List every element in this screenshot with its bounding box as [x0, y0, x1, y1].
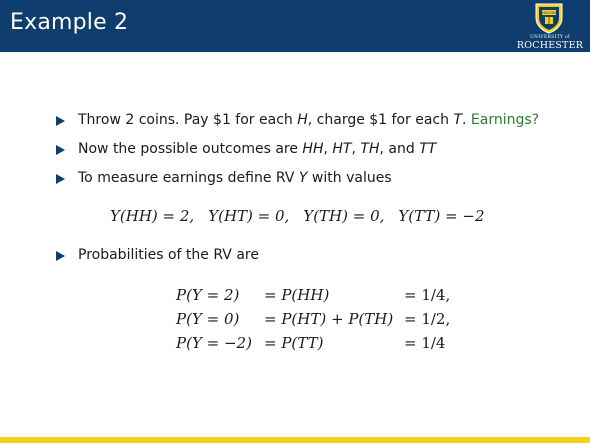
prob-lhs: P(Y = −2)	[176, 334, 252, 352]
logo-banner-text: MELIORA	[541, 11, 557, 15]
prob-lhs: P(Y = 2)	[176, 286, 240, 304]
prob-mid: = P(HT) + P(TH)	[264, 310, 394, 328]
bullet-triangle-icon	[56, 145, 65, 155]
bullet-triangle-icon	[56, 174, 65, 184]
slide-title: Example 2	[10, 10, 129, 35]
bullet-triangle-icon	[56, 116, 65, 126]
prob-rhs: = 1/2,	[404, 310, 451, 328]
prob-lhs: P(Y = 0)	[176, 310, 240, 328]
bullet-triangle-icon	[56, 251, 65, 261]
footer-accent-line	[0, 437, 590, 443]
values-equation: Y(HH) = 2, Y(HT) = 0, Y(TH) = 0, Y(TT) = −2	[110, 207, 485, 225]
university-shield-icon	[534, 2, 564, 34]
highlight-question: Earnings?	[470, 112, 540, 128]
prob-rhs: = 1/4,	[404, 286, 451, 304]
prob-mid: = P(TT)	[264, 334, 324, 352]
slide-header	[0, 0, 590, 52]
logo-subtitle: UNIVERSITY of	[530, 35, 570, 40]
prob-rhs: = 1/4	[404, 334, 446, 352]
prob-mid: = P(HH)	[264, 286, 330, 304]
logo-wordmark: ROCHESTER	[516, 40, 584, 51]
